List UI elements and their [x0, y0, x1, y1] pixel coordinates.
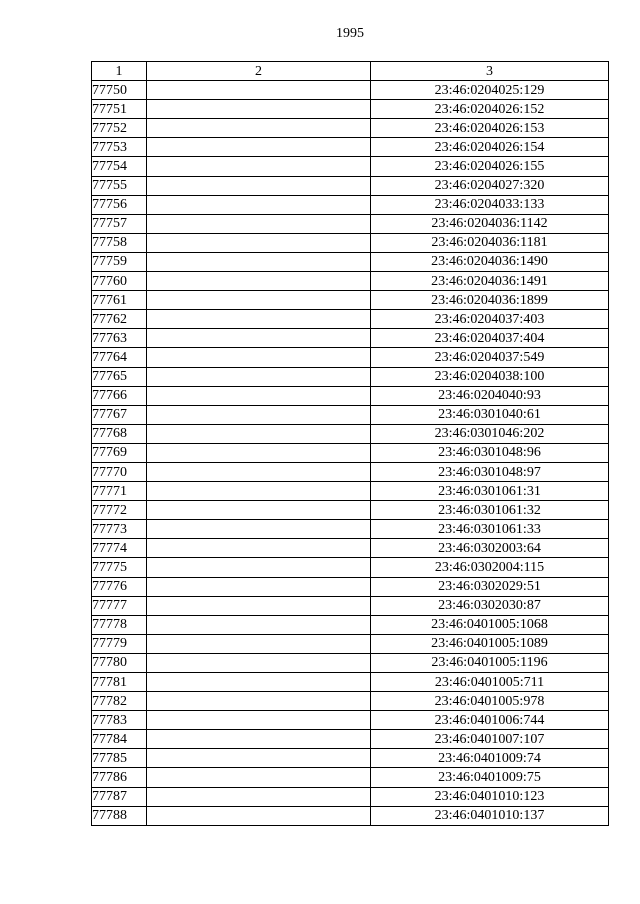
- row-number-cell: 77754: [92, 157, 147, 176]
- row-number-cell: 77757: [92, 214, 147, 233]
- table-row: [92, 787, 609, 806]
- cadastral-number-cell: 23:46:0204036:1899: [371, 291, 609, 310]
- table-row: [92, 749, 609, 768]
- row-number-cell: 77787: [92, 787, 147, 806]
- cadastral-number-cell: 23:46:0204040:93: [371, 386, 609, 405]
- row-name-cell: [147, 520, 371, 539]
- row-name-cell: [147, 501, 371, 520]
- row-name-cell: [147, 348, 371, 367]
- table-row: [92, 195, 609, 214]
- table-row: [92, 291, 609, 310]
- row-number-cell: 77785: [92, 749, 147, 768]
- cadastral-number-cell: 23:46:0204026:153: [371, 119, 609, 138]
- cadastral-number-cell: 23:46:0401006:744: [371, 711, 609, 730]
- row-number-cell: 77781: [92, 673, 147, 692]
- table-row: [92, 176, 609, 195]
- column-header-2: 2: [147, 62, 371, 81]
- column-header-1: 1: [92, 62, 147, 81]
- row-name-cell: [147, 329, 371, 348]
- row-number-cell: 77766: [92, 386, 147, 405]
- row-name-cell: [147, 673, 371, 692]
- row-number-cell: 77775: [92, 558, 147, 577]
- row-name-cell: [147, 405, 371, 424]
- row-name-cell: [147, 214, 371, 233]
- cadastral-number-cell: 23:46:0204036:1142: [371, 214, 609, 233]
- row-name-cell: [147, 367, 371, 386]
- row-number-cell: 77786: [92, 768, 147, 787]
- table-row: [92, 329, 609, 348]
- row-name-cell: [147, 596, 371, 615]
- table-row: [92, 272, 609, 291]
- cadastral-number-cell: 23:46:0302029:51: [371, 577, 609, 596]
- table-row: [92, 310, 609, 329]
- cadastral-number-cell: 23:46:0204037:404: [371, 329, 609, 348]
- row-number-cell: 77762: [92, 310, 147, 329]
- row-number-cell: 77758: [92, 233, 147, 252]
- cadastral-number-cell: 23:46:0204036:1491: [371, 272, 609, 291]
- row-name-cell: [147, 119, 371, 138]
- table-row: [92, 252, 609, 271]
- row-number-cell: 77752: [92, 119, 147, 138]
- cadastral-number-cell: 23:46:0301046:202: [371, 424, 609, 443]
- table-row: [92, 539, 609, 558]
- row-number-cell: 77769: [92, 443, 147, 462]
- row-name-cell: [147, 252, 371, 271]
- row-number-cell: 77759: [92, 252, 147, 271]
- cadastral-number-cell: 23:46:0301048:97: [371, 462, 609, 481]
- row-name-cell: [147, 443, 371, 462]
- table-row: [92, 367, 609, 386]
- row-name-cell: [147, 768, 371, 787]
- cadastral-number-cell: 23:46:0401005:978: [371, 692, 609, 711]
- cadastral-number-cell: 23:46:0204036:1490: [371, 252, 609, 271]
- row-name-cell: [147, 291, 371, 310]
- table-row: [92, 348, 609, 367]
- registry-table: [91, 61, 609, 826]
- cadastral-number-cell: 23:46:0302003:64: [371, 539, 609, 558]
- row-number-cell: 77767: [92, 405, 147, 424]
- row-name-cell: [147, 806, 371, 825]
- cadastral-number-cell: 23:46:0401005:1089: [371, 634, 609, 653]
- row-number-cell: 77751: [92, 100, 147, 119]
- cadastral-number-cell: 23:46:0401010:123: [371, 787, 609, 806]
- row-name-cell: [147, 787, 371, 806]
- cadastral-number-cell: 23:46:0204026:155: [371, 157, 609, 176]
- row-name-cell: [147, 462, 371, 481]
- row-name-cell: [147, 272, 371, 291]
- row-name-cell: [147, 730, 371, 749]
- cadastral-number-cell: 23:46:0302030:87: [371, 596, 609, 615]
- table-row: [92, 634, 609, 653]
- row-number-cell: 77776: [92, 577, 147, 596]
- table-row: [92, 424, 609, 443]
- table-row: [92, 482, 609, 501]
- cadastral-number-cell: 23:46:0204037:403: [371, 310, 609, 329]
- cadastral-number-cell: 23:46:0204027:320: [371, 176, 609, 195]
- row-number-cell: 77768: [92, 424, 147, 443]
- cadastral-number-cell: 23:46:0301061:32: [371, 501, 609, 520]
- row-number-cell: 77778: [92, 615, 147, 634]
- row-number-cell: 77788: [92, 806, 147, 825]
- cadastral-number-cell: 23:46:0401005:1196: [371, 653, 609, 672]
- cadastral-number-cell: 23:46:0401007:107: [371, 730, 609, 749]
- row-name-cell: [147, 81, 371, 100]
- column-header-3: 3: [371, 62, 609, 81]
- row-name-cell: [147, 100, 371, 119]
- row-name-cell: [147, 310, 371, 329]
- table-row: [92, 596, 609, 615]
- table-row: [92, 462, 609, 481]
- cadastral-number-cell: 23:46:0204036:1181: [371, 233, 609, 252]
- row-number-cell: 77779: [92, 634, 147, 653]
- row-number-cell: 77750: [92, 81, 147, 100]
- row-number-cell: 77764: [92, 348, 147, 367]
- table-row: [92, 615, 609, 634]
- table-row: [92, 768, 609, 787]
- row-name-cell: [147, 157, 371, 176]
- row-name-cell: [147, 233, 371, 252]
- row-number-cell: 77755: [92, 176, 147, 195]
- cadastral-number-cell: 23:46:0204038:100: [371, 367, 609, 386]
- row-number-cell: 77774: [92, 539, 147, 558]
- cadastral-number-cell: 23:46:0204025:129: [371, 81, 609, 100]
- cadastral-number-cell: 23:46:0301061:31: [371, 482, 609, 501]
- table-row: [92, 157, 609, 176]
- cadastral-number-cell: 23:46:0204037:549: [371, 348, 609, 367]
- row-number-cell: 77771: [92, 482, 147, 501]
- row-number-cell: 77783: [92, 711, 147, 730]
- cadastral-number-cell: 23:46:0204033:133: [371, 195, 609, 214]
- cadastral-number-cell: 23:46:0204026:154: [371, 138, 609, 157]
- row-name-cell: [147, 615, 371, 634]
- table-row: [92, 730, 609, 749]
- row-number-cell: 77761: [92, 291, 147, 310]
- row-number-cell: 77756: [92, 195, 147, 214]
- row-name-cell: [147, 711, 371, 730]
- row-name-cell: [147, 634, 371, 653]
- page-number: 1995: [336, 26, 364, 41]
- row-number-cell: 77770: [92, 462, 147, 481]
- table-row: [92, 692, 609, 711]
- row-number-cell: 77782: [92, 692, 147, 711]
- table-row: [92, 653, 609, 672]
- row-number-cell: 77784: [92, 730, 147, 749]
- row-number-cell: 77773: [92, 520, 147, 539]
- row-number-cell: 77753: [92, 138, 147, 157]
- row-number-cell: 77777: [92, 596, 147, 615]
- row-number-cell: 77760: [92, 272, 147, 291]
- row-name-cell: [147, 386, 371, 405]
- table-row: [92, 577, 609, 596]
- table-row: [92, 405, 609, 424]
- table-row: [92, 386, 609, 405]
- row-name-cell: [147, 577, 371, 596]
- table-row: [92, 100, 609, 119]
- cadastral-number-cell: 23:46:0301061:33: [371, 520, 609, 539]
- table-row: [92, 520, 609, 539]
- cadastral-number-cell: 23:46:0401010:137: [371, 806, 609, 825]
- row-name-cell: [147, 749, 371, 768]
- cadastral-number-cell: 23:46:0204026:152: [371, 100, 609, 119]
- table-row: [92, 501, 609, 520]
- cadastral-number-cell: 23:46:0401005:1068: [371, 615, 609, 634]
- table-row: [92, 138, 609, 157]
- row-number-cell: 77772: [92, 501, 147, 520]
- row-name-cell: [147, 539, 371, 558]
- table-row: [92, 558, 609, 577]
- table-row: [92, 711, 609, 730]
- table-row: [92, 806, 609, 825]
- table-row: [92, 233, 609, 252]
- cadastral-number-cell: 23:46:0301048:96: [371, 443, 609, 462]
- row-name-cell: [147, 558, 371, 577]
- table-row: [92, 119, 609, 138]
- table-row: [92, 81, 609, 100]
- row-name-cell: [147, 176, 371, 195]
- cadastral-number-cell: 23:46:0302004:115: [371, 558, 609, 577]
- table-row: [92, 214, 609, 233]
- row-name-cell: [147, 692, 371, 711]
- table-row: [92, 443, 609, 462]
- row-number-cell: 77780: [92, 653, 147, 672]
- table-header-row: [92, 62, 609, 81]
- table-row: [92, 673, 609, 692]
- cadastral-number-cell: 23:46:0401009:74: [371, 749, 609, 768]
- cadastral-number-cell: 23:46:0301040:61: [371, 405, 609, 424]
- cadastral-number-cell: 23:46:0401005:711: [371, 673, 609, 692]
- row-name-cell: [147, 653, 371, 672]
- table-body: [92, 81, 609, 826]
- cadastral-number-cell: 23:46:0401009:75: [371, 768, 609, 787]
- row-name-cell: [147, 482, 371, 501]
- row-name-cell: [147, 138, 371, 157]
- row-name-cell: [147, 195, 371, 214]
- row-name-cell: [147, 424, 371, 443]
- row-number-cell: 77765: [92, 367, 147, 386]
- row-number-cell: 77763: [92, 329, 147, 348]
